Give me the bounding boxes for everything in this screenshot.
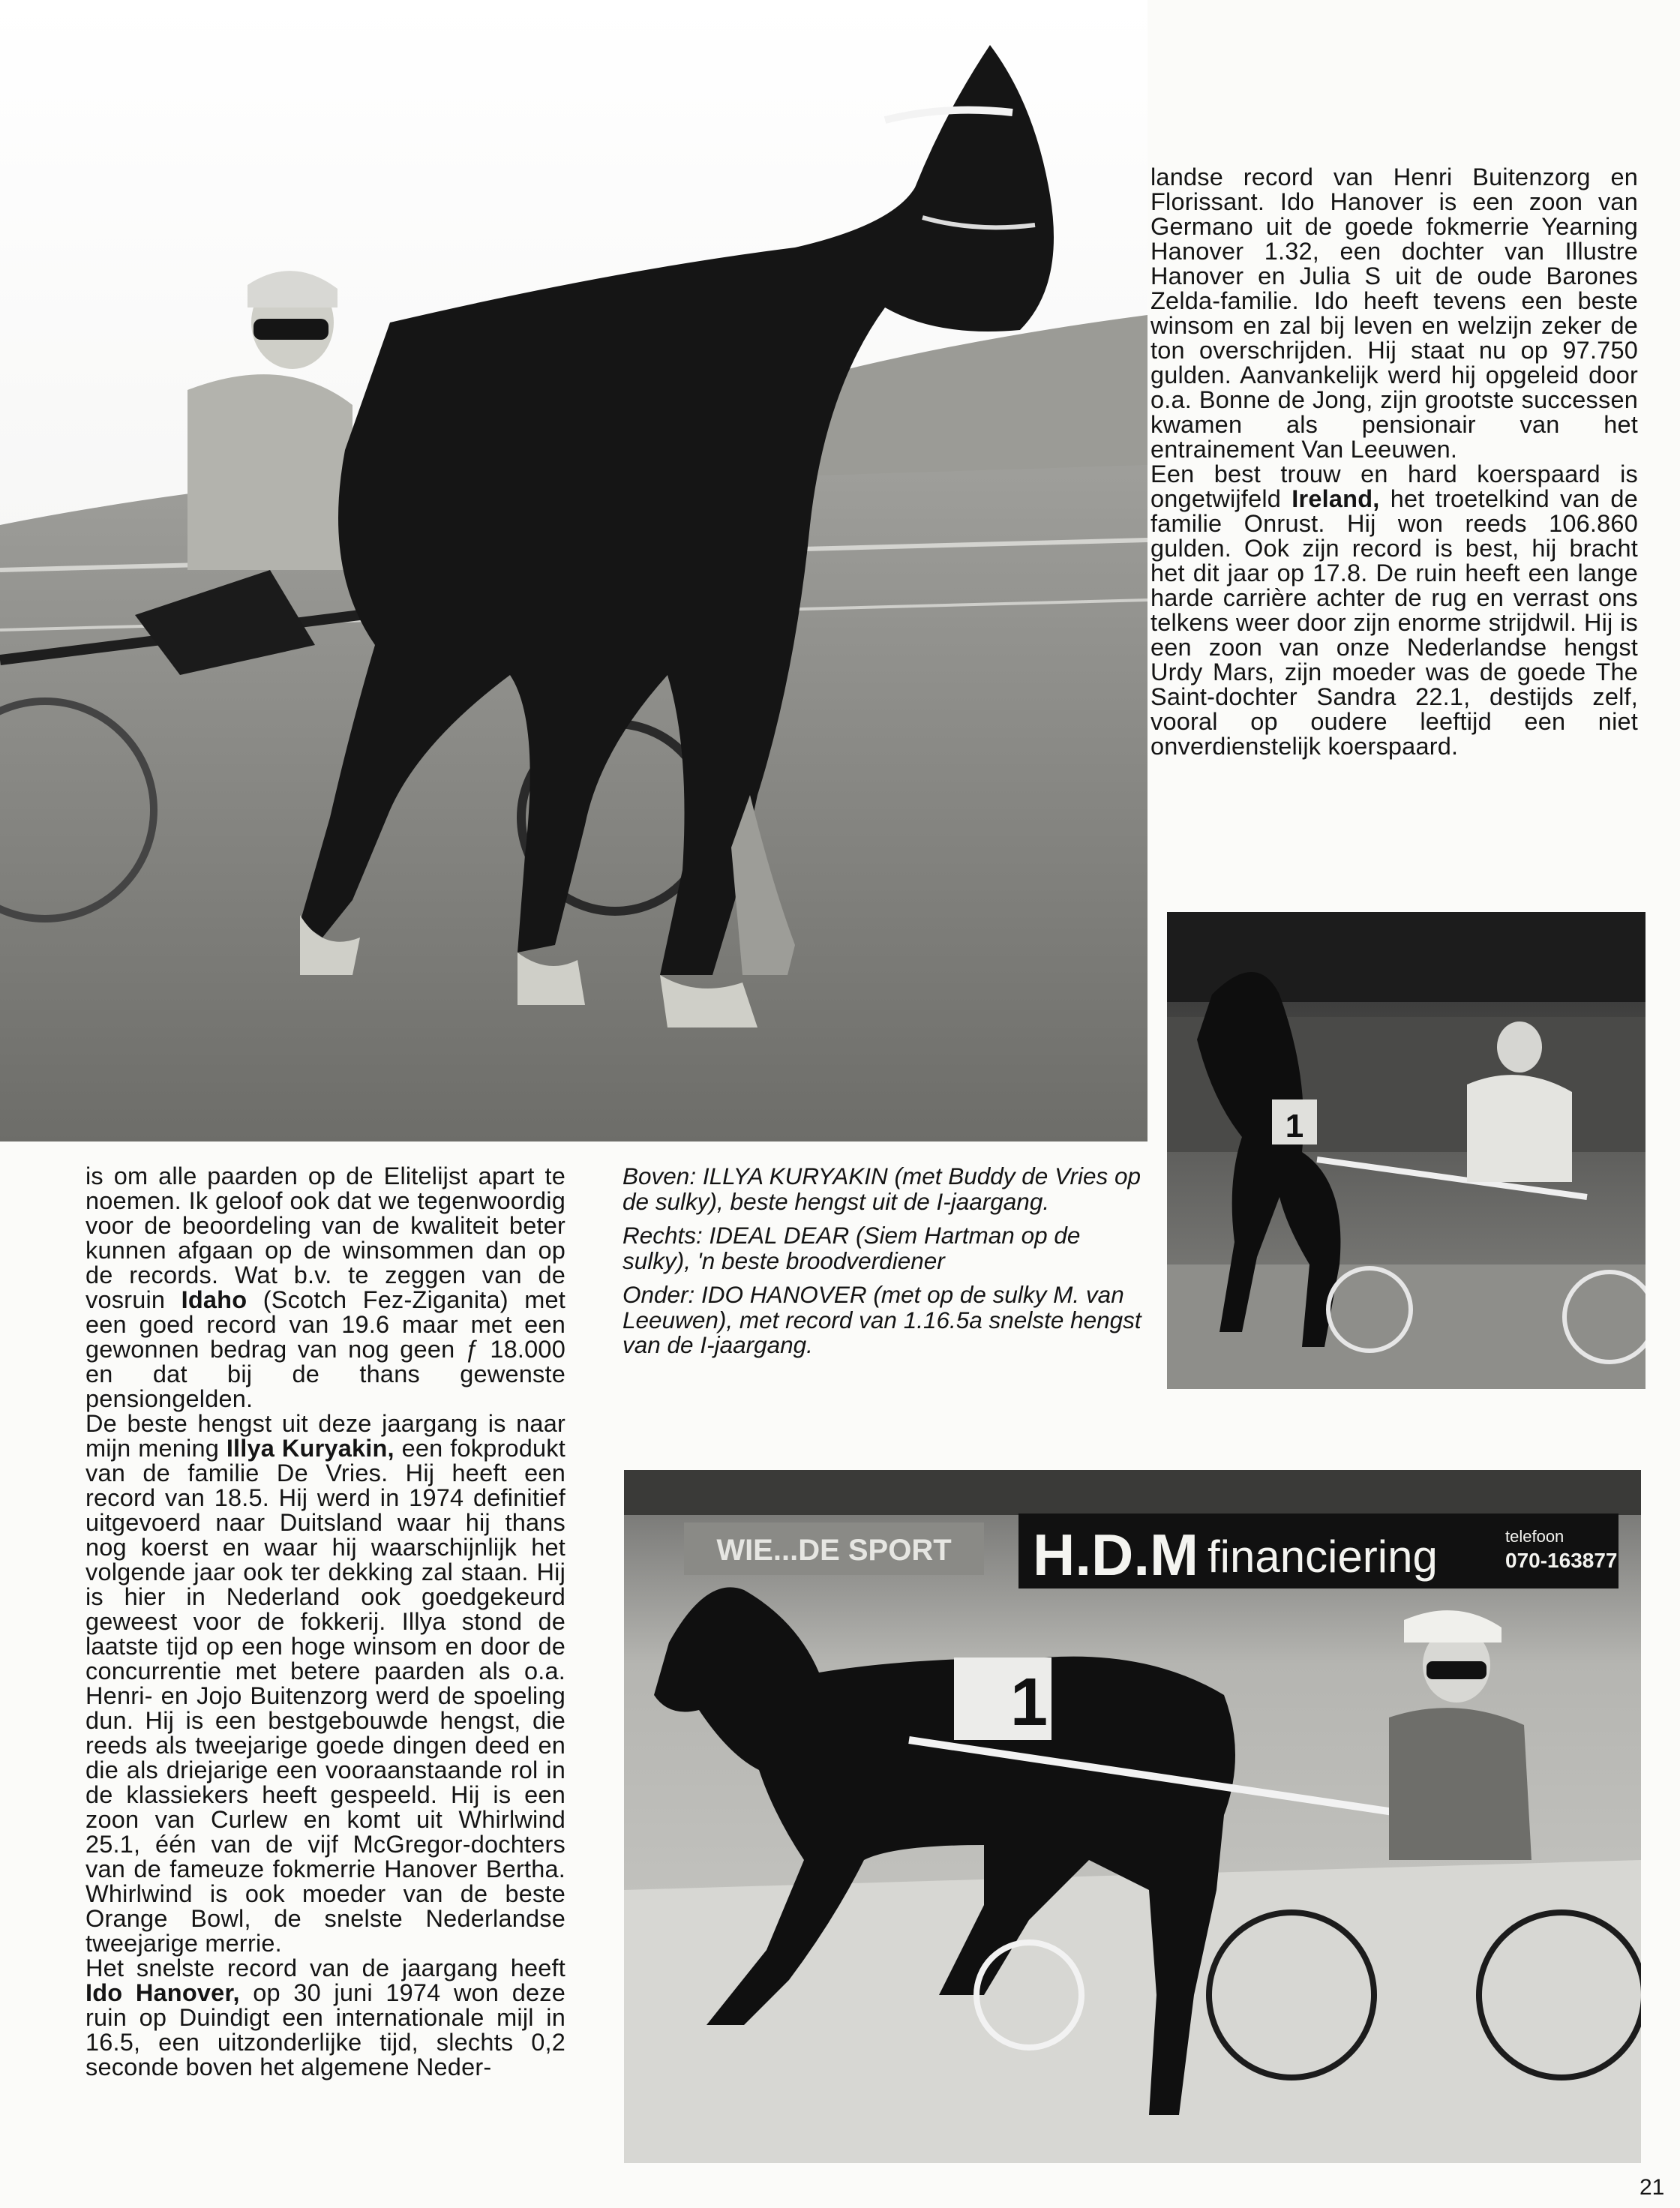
page-number: 21 bbox=[1640, 2175, 1665, 2200]
paragraph-illya-kuryakin: De beste hengst uit deze jaargang is naar mijn mening Illya Kuryakin, een fokprodukt van de familie De Vries. Hij heeft een record van 18.5. Hij werd in 1974 definitief uitgevoerd naar Duitsland waar hij thans nog koerst en waar hij waarschijnlijk het volgende jaar ook ter dekking zal staan. Hij is hier in Nederland ook goedgekeurd geweest voor de fokkerij. Illya stond de laatste tijd op een hoge winsom en door de concurrentie met betere paarden als o.a. Henri- en Jojo Buitenzorg werd de spoeling dun. Hij is een bestgebouwde hengst, die reeds als tweejarige goede dingen deed en die als driejarige een vooraanstaande rol in de klassiekers heeft gespeeld. Hij is een zoon van Curlew en komt uit Whirlwind 25.1, één van de vijf McGregor-dochters van de fameuze fokmerrie Hanover Bertha. Whirlwind is ook moeder van de beste Orange Bowl, de snelste Nederlandse tweejarige merrie. bbox=[86, 1410, 566, 1957]
paragraph-ido-hanover-continued: landse record van Henri Buitenzorg en Florissant. Ido Hanover is een zoon van Germano uit de goede fokmerrie Yearning Hanover 1.32, een dochter van Illustre Hanover en Julia S uit de oude Barones Zelda-familie. Ido heeft tevens een beste winsom en zal bij leven en welzijn zeker de ton overschrijden. Hij staat nu op 97.750 gulden. Aanvankelijk werd hij opgeleid door o.a. Bonne de Jong, zijn grootste successen kwamen als pensionair van het entrainement Van Leeuwen. bbox=[1150, 164, 1638, 463]
caption-rechts: Rechts: IDEAL DEAR (Siem Hartman op de sulky), 'n beste broodverdiener bbox=[622, 1222, 1081, 1274]
photo-ideal-dear bbox=[1167, 912, 1646, 1389]
billboard-brand: H.D.M bbox=[1033, 1522, 1198, 1588]
paragraph-ido-hanover: Het snelste record van de jaargang heeft Ido Hanover, op 30 juni 1974 won deze ruin op Duindigt een internationale mijl in 16.5, een uitzonderlijke tijd, slechts 0,2 seconde boven het algemene Neder- bbox=[86, 1954, 566, 2080]
horse-name-ido-hanover: Ido Hanover, bbox=[86, 1979, 240, 2006]
race-number-ido-hanover: 1 bbox=[1010, 1665, 1048, 1740]
photo-ido-hanover bbox=[624, 1470, 1641, 2163]
horse-name-idaho: Idaho bbox=[181, 1286, 248, 1313]
caption-boven: Boven: ILLYA KURYAKIN (met Buddy de Vries op de sulky), beste hengst uit de I-jaargang. bbox=[622, 1162, 1142, 1215]
caption-onder: Onder: IDO HANOVER (met op de sulky M. van Leeuwen), met record van 1.16.5a snelste hengst van de I-jaargang. bbox=[622, 1281, 1142, 1358]
article-column-top-right bbox=[1150, 165, 1638, 759]
paragraph-ireland: Een best trouw en hard koerspaard is ongetwijfeld Ireland, het troetelkind van de familie Onrust. Hij won reeds 106.860 gulden. Ook zijn record is best, hij bracht het dit jaar op 17.8. De ruin heeft een lange harde carrière achter de rug en verrast ons telkens weer door zijn enorme strijdwil. Hij is een zoon van onze Nederlandse hengst Urdy Mars, zijn moeder was de goede The Saint-dochter Sandra 22.1, destijds zelf, vooral op oudere leeftijd een niet onverdienstelijk koerspaard. bbox=[1150, 460, 1638, 760]
photo-captions bbox=[622, 1164, 1148, 1367]
stadium-sign-left: WIE...DE SPORT bbox=[716, 1534, 952, 1567]
race-number-ideal-dear: 1 bbox=[1285, 1108, 1304, 1144]
horse-name-ireland: Ireland, bbox=[1292, 485, 1380, 512]
paragraph-idaho: is om alle paarden op de Elitelijst apart te noemen. Ik geloof ook dat we tegenwoordig voor de beoordeling van de kwaliteit beter kunnen afgaan op de winsommen dan op de records. Wat b.v. te zeggen van de vosruin Idaho (Scotch Fez-Ziganita) met een goed record van 19.6 maar met een gewonnen bedrag van nog geen ƒ 18.000 en dat bij de thans gewenste pensiongelden. bbox=[86, 1162, 566, 1412]
horse-name-illya-kuryakin: Illya Kuryakin, bbox=[226, 1435, 394, 1462]
billboard-phone: 070-163877 bbox=[1505, 1549, 1618, 1572]
article-column-left bbox=[86, 1164, 566, 2080]
billboard-phone-label: telefoon bbox=[1505, 1527, 1564, 1546]
billboard-word: financiering bbox=[1208, 1532, 1438, 1582]
photo-illya-kuryakin bbox=[0, 0, 1148, 1142]
